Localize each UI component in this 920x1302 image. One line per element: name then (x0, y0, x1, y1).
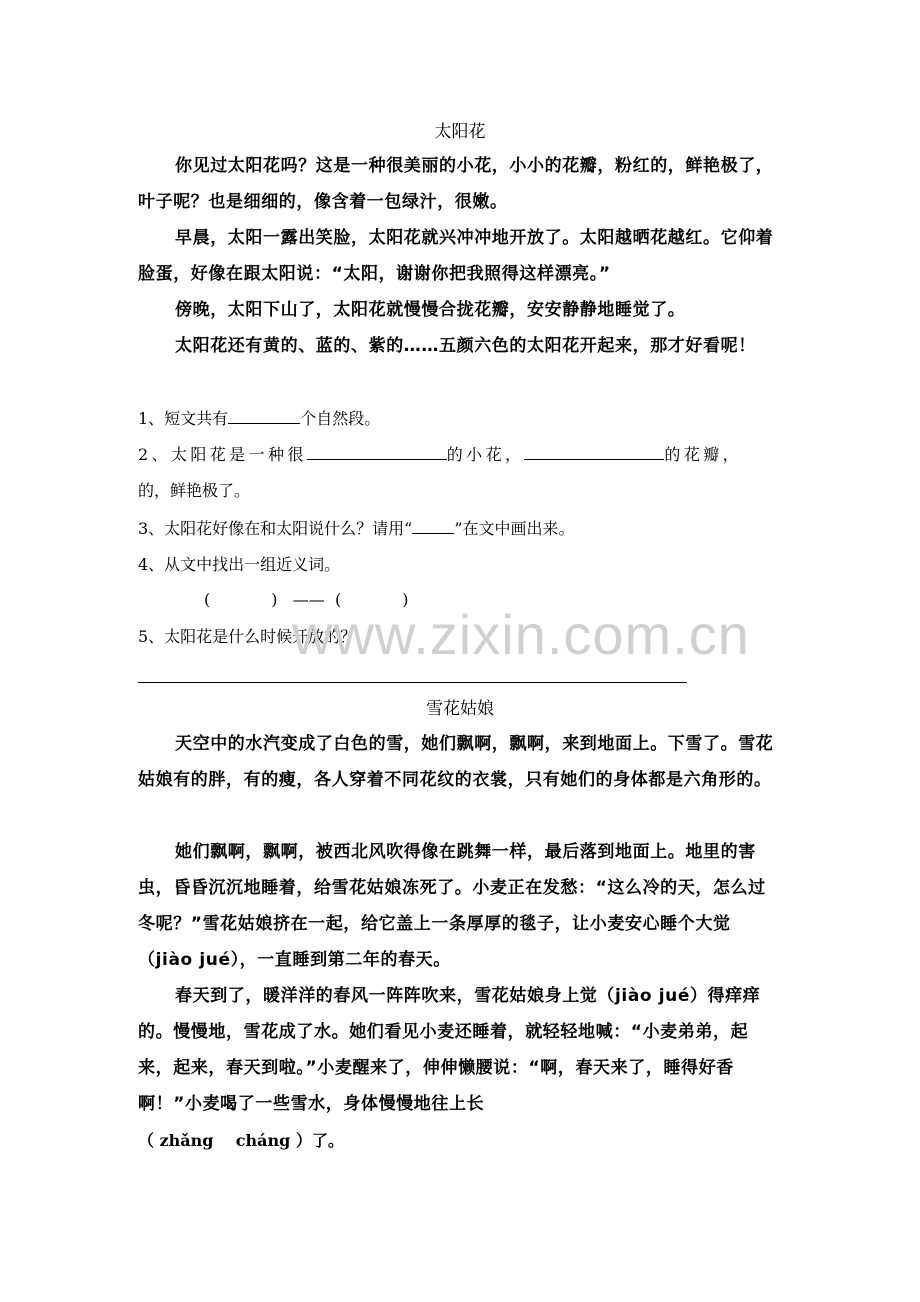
question-2-text-b: 的小花， (446, 445, 525, 464)
question-2-blank-1[interactable] (307, 443, 447, 460)
story1-paragraph-4: 太阳花还有黄的、蓝的、紫的……五颜六色的太阳花开起来，那才好看呢！ (175, 336, 756, 356)
story2-title: 雪花姑娘 (426, 699, 494, 719)
story1-paragraph-2: 早晨，太阳一露出笑脸，太阳花就兴冲冲地开放了。太阳越晒花越红。它仰着脸蛋，好像在跟太阳说：“太阳，谢谢你把我照得这样漂亮。” (138, 228, 774, 284)
question-3-text-a: 3、太阳花好像在和太阳说什么？请用“ (138, 519, 413, 538)
story2-paragraph-1: 天空中的水汽变成了白色的雪，她们飘啊，飘啊，来到地面上。下雪了。雪花姑娘有的胖，有的瘦，各人穿着不同花纹的衣裳，只有她们的身体都是六角形的。 (138, 734, 774, 790)
story1-paragraph-1: 你见过太阳花吗？这是一种很美丽的小花，小小的花瓣，粉红的，鲜艳极了，叶子呢？也是细细的，像含着一包绿汁，很嫩。 (138, 156, 774, 212)
question-2-continued: 的，鲜艳极了。 (138, 481, 251, 500)
question-4-synonym-pair[interactable]: ( ) —— ( ) (204, 590, 409, 609)
question-2-text-a: 2、太阳花是一种很 (138, 445, 307, 464)
story2-paragraph-3: 春天到了，暖洋洋的春风一阵阵吹来，雪花姑娘身上觉（jiào jué）得痒痒的。慢慢地，雪花成了水。她们看见小麦还睡着，就轻轻地喊：“小麦弟弟，起来，起来，春天到啦。”小麦醒来了，伸伸懒腰说：“啊，春天来了，睡得好香啊！”小麦喝了一些雪水，身体慢慢地往上长 (138, 986, 761, 1114)
question-3-underline-sample (412, 517, 454, 534)
question-3-text-b: ”在文中画出来。 (454, 519, 575, 538)
question-5: 5、太阳花是什么时候开放的？ (138, 627, 357, 646)
story1-paragraph-3: 傍晚，太阳下山了，太阳花就慢慢合拢花瓣，安安静静地睡觉了。 (175, 300, 686, 320)
story2-paragraph-2: 她们飘啊，飘啊，被西北风吹得像在跳舞一样，最后落到地面上。地里的害虫，昏昏沉沉地睡着，给雪花姑娘冻死了。小麦正在发愁：“这么冷的天，怎么过冬呢？”雪花姑娘挤在一起，给它盖上一条厚厚的毯子，让小麦安心睡个大觉（jiào jué），一直睡到第二年的春天。 (138, 842, 766, 970)
story1-title: 太阳花 (434, 122, 486, 142)
question-1-text-a: 1、短文共有 (138, 409, 229, 428)
watermark: www.zixin.com.cn (292, 603, 750, 666)
question-1 (138, 402, 783, 436)
story2-paragraph-3-tail: （ zhǎng cháng ）了。 (138, 1131, 344, 1150)
answer-line[interactable] (138, 682, 687, 683)
question-2-text-c: 的花瓣， (664, 445, 742, 464)
question-4: 4、从文中找出一组近义词。 (138, 555, 341, 574)
question-2-blank-2[interactable] (524, 443, 664, 460)
question-1-blank[interactable] (228, 407, 300, 424)
question-1-text-b: 个自然段。 (300, 409, 381, 428)
question-2 (138, 438, 783, 472)
question-3 (138, 512, 783, 546)
